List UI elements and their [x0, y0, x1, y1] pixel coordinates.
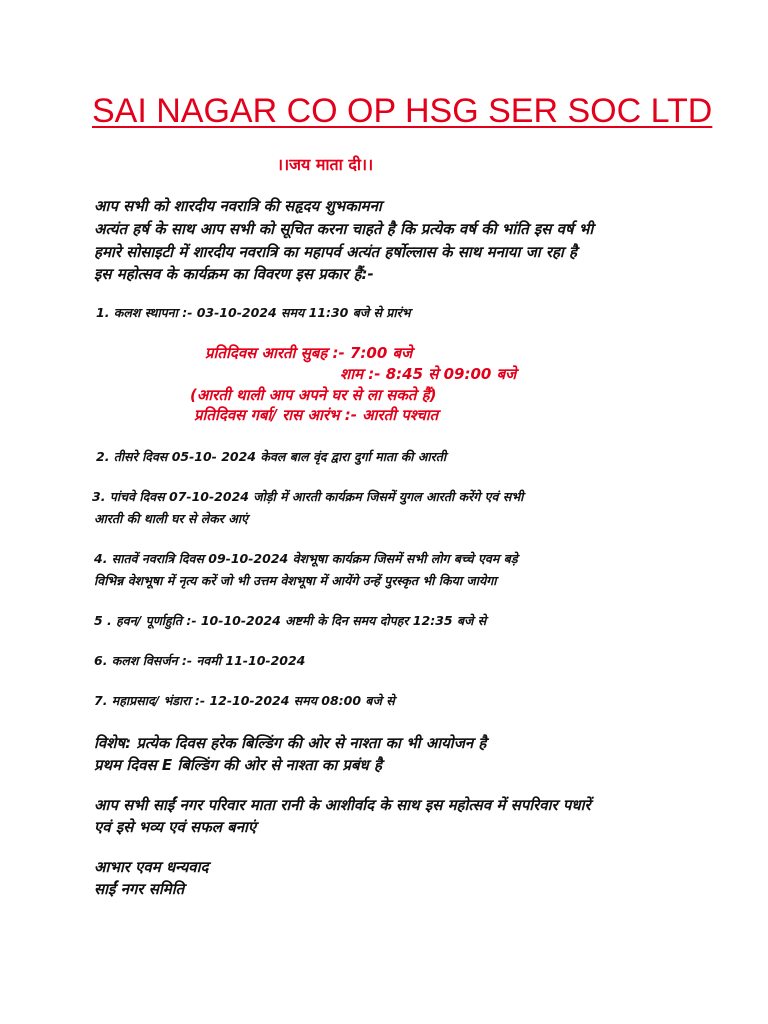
program-item-line: 3. पांचवे दिवस 07-10-2024 जोड़ी में आरती कार्यक्रम जिसमें युगल आरती करेंगे एवं सभी [92, 489, 524, 504]
invite-line: आप सभी साईं नगर परिवार माता रानी के आशीर्वाद के साथ इस महोत्सव में सपरिवार पधारें [94, 796, 591, 814]
invite-line: एवं इसे भव्य एवं सफल बनाएं [94, 818, 257, 836]
program-item-1: 1. कलश स्थापना :- 03-10-2024 समय 11:30 बजे से प्रारंभ [96, 305, 411, 320]
program-item-2: 2. तीसरे दिवस 05-10- 2024 केवल बाल वृंद द्वारा दुर्गा माता की आरती [96, 449, 447, 464]
program-item-6: 6. कलश विसर्जन :- नवमी 11-10-2024 [94, 653, 306, 668]
aarti-line: (आरती थाली आप अपने घर से ला सकते हैं) [190, 386, 437, 404]
intro-line: इस महोत्सव के कार्यक्रम का विवरण इस प्रकार हैं:- [94, 265, 374, 283]
program-item-line: 4. सातवें नवरात्रि दिवस 09-10-2024 वेशभूषा कार्यक्रम जिसमें सभी लोग बच्चे एवम बड़े [94, 551, 518, 566]
aarti-line: प्रतिदिवस आरती सुबह :- 7:00 बजे [205, 344, 413, 362]
special-line: प्रथम दिवस E बिल्डिंग की ओर से नाश्ता का प्रबंध है [94, 756, 382, 774]
closing-signature: साईं नगर समिति [94, 880, 185, 898]
aarti-line: प्रतिदिवस गर्बा/ रास आरंभ :- आरती पश्चात [194, 406, 439, 424]
special-line: विशेष: प्रत्येक दिवस हरेक बिल्डिंग की ओर से नाश्ता का भी आयोजन है [94, 734, 487, 752]
page-title: SAI NAGAR CO OP HSG SER SOC LTD [92, 92, 713, 130]
intro-line: आप सभी को शारदीय नवरात्रि की सहृदय शुभकामना [94, 197, 382, 215]
intro-line: हमारे सोसाइटी में शारदीय नवरात्रि का महापर्व अत्यंत हर्षोल्लास के साथ मनाया जा रहा है [94, 243, 578, 261]
program-item-5: 5 . हवन/ पूर्णाहुति :- 10-10-2024 अष्टमी के दिन समय दोपहर 12:35 बजे से [94, 613, 487, 628]
intro-line: अत्यंत हर्ष के साथ आप सभी को सूचित करना चाहते है कि प्रत्येक वर्ष की भांति इस वर्ष भी [94, 220, 594, 238]
closing-line: आभार एवम धन्यवाद [94, 858, 209, 876]
program-item-line: आरती की थाली घर से लेकर आएं [94, 511, 248, 526]
program-item-line: विभिन्न वेशभूषा में नृत्य करें जो भी उत्तम वेशभूषा में आयेंगे उन्हें पुरस्कृत भी किया जायेगा [94, 573, 497, 588]
aarti-line: शाम :- 8:45 से 09:00 बजे [340, 365, 517, 383]
program-item-7: 7. महाप्रसाद/ भंडारा :- 12-10-2024 समय 08:00 बजे से [94, 693, 395, 708]
greeting: ।।जय माता दी।। [277, 155, 374, 174]
